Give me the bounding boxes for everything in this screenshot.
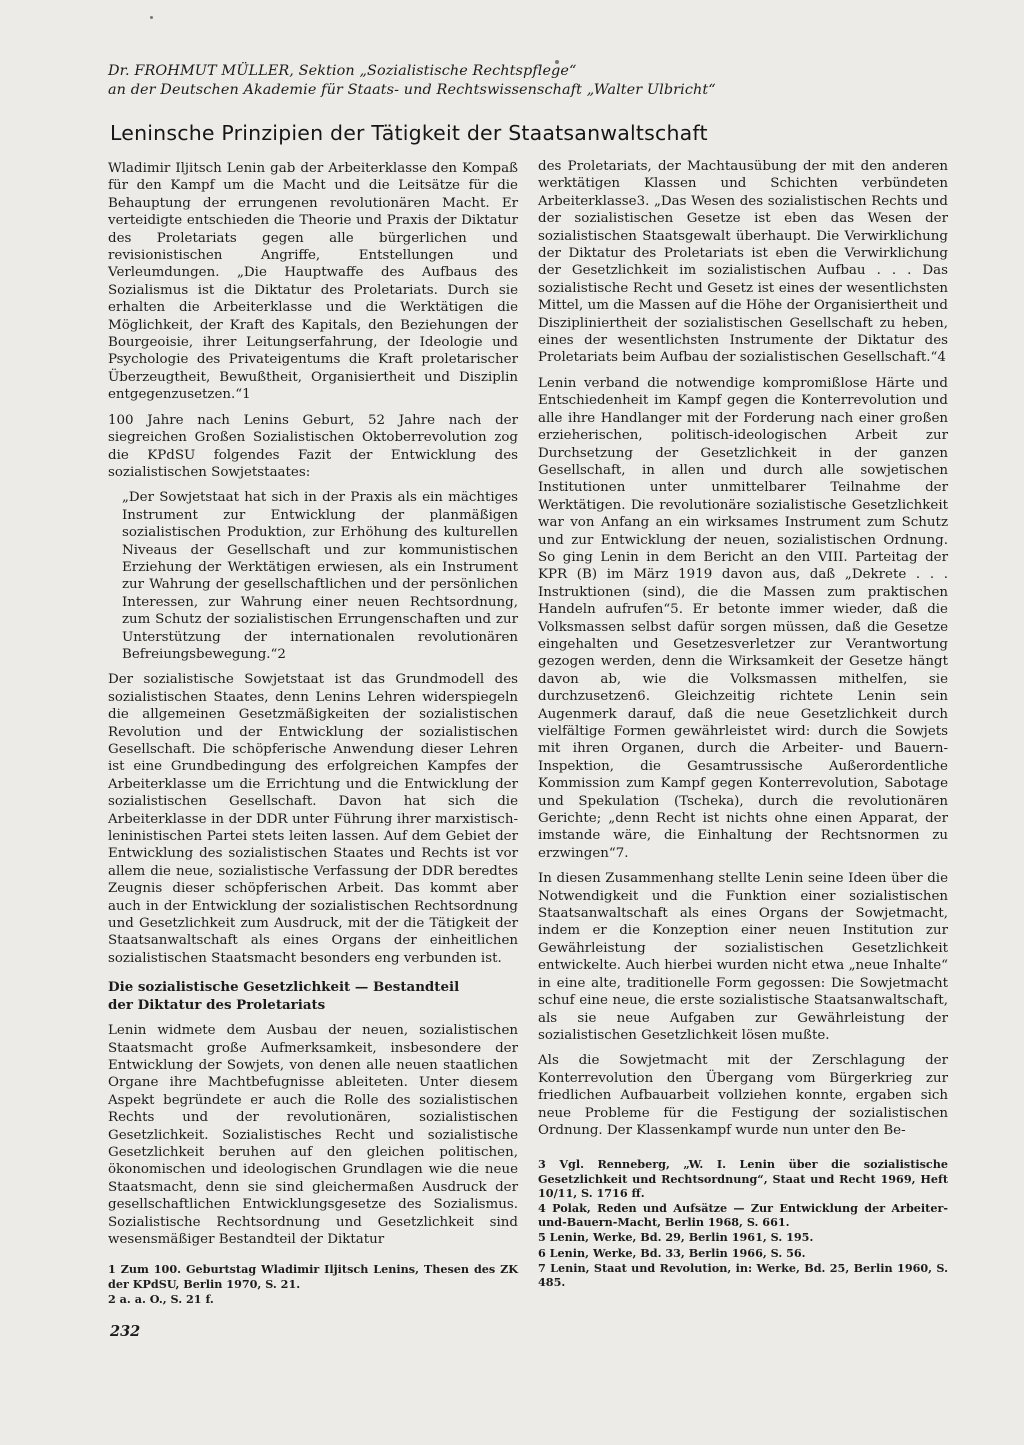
- footnote: 3 Vgl. Renneberg, „W. I. Lenin über die sozialistische Gesetzlichkeit und Rechtsordnung“, Staat und Recht 1969, Heft 10/11, S. 1716 ff.: [538, 1157, 948, 1200]
- author-line: Dr. FROHMUT MÜLLER, Sektion „Sozialistische Rechtspflege“: [108, 63, 577, 79]
- page-number: 232: [110, 1323, 141, 1340]
- paragraph: Der sozialistische Sowjetstaat ist das Grundmodell des sozialistischen Staates, denn Lenins Lehren widerspiegeln die allgemeinen Gesetzmäßigkeiten der sozialistischen Revolution und der Entwicklung der sozialistischen Gesellschaft. Die schöpferische Anwendung dieser Lehren ist eine Grundbedingung des erfolgreichen Kampfes der Arbeiterklasse um die Errichtung und die Entwicklung der sozialistischen Gesellschaft. Davon hat sich die Arbeiterklasse in der DDR unter Führung ihrer marxistisch-leninistischen Partei stets leiten lassen. Auf dem Gebiet der Entwicklung des sozialistischen Staates und Rechts ist vor allem die neue, sozialistische Verfassung der DDR beredtes Zeugnis dieser schöpferischen Arbeit. Das kommt aber auch in der Entwicklung der sozialistischen Rechtsordnung und Gesetzlichkeit zum Ausdruck, mit der die Tätigkeit der Staatsanwaltschaft als eines Organs der einheitlichen sozialistischen Staatsmacht besonders eng verbunden ist.: [108, 672, 518, 966]
- paragraph: Lenin widmete dem Ausbau der neuen, sozialistischen Staatsmacht große Aufmerksamkeit, insbesondere der Entwicklung der Sowjets, von denen alle neuen staatlichen Organe ihre Machtbefugnisse ableiteten. Unter diesem Aspekt begründete er auch die Rolle des sozialistischen Rechts und der revolutionären, sozialistischen Gesetzlichkeit. Sozialistisches Recht und sozialistische Gesetzlichkeit beruhen auf den gleichen politischen, ökonomischen und ideologischen Grundlagen wie die neue Staatsmacht, denn sie sind gleichermaßen Ausdruck der gesellschaftlichen Entwicklungsgesetze des Sozialismus. Sozialistische Rechtsordnung und Gesetzlichkeit sind wesensmäßiger Bestandteil der Diktatur: [108, 1023, 518, 1247]
- footnote: 2 a. a. O., S. 21 f.: [108, 1291, 214, 1306]
- footnotes-right: [538, 1157, 948, 1289]
- paragraph: 100 Jahre nach Lenins Geburt, 52 Jahre nach der siegreichen Großen Sozialistischen Oktoberrevolution zog die KPdSU folgendes Fazit der Entwicklung des sozialistischen Sowjetstaates:: [108, 412, 518, 480]
- author-header: [108, 62, 868, 100]
- paper-speck: [150, 16, 153, 19]
- block-quote: „Der Sowjetstaat hat sich in der Praxis als ein mächtiges Instrument zur Entwicklung der planmäßigen sozialistischen Produktion, zur Erhöhung des kulturellen Niveaus der Gesellschaft und zur kommunistischen Erziehung der Werktätigen erwiesen, als ein Instrument zur Wahrung der gesellschaftlichen und der persönlichen Interessen, zur Wahrung einer neuen Rechtsordnung, zum Schutz der sozialistischen Errungenschaften und zur Unterstützung der internationalen revolutionären Befreiungsbewegung.“2: [122, 490, 518, 662]
- footnote: 5 Lenin, Werke, Bd. 29, Berlin 1961, S. 195.: [538, 1230, 814, 1245]
- footnote: 7 Lenin, Staat und Revolution, in: Werke, Bd. 25, Berlin 1960, S. 485.: [538, 1260, 948, 1289]
- footnote: 1 Zum 100. Geburtstag Wladimir Iljitsch Lenins, Thesen des ZK der KPdSU, Berlin 1970, S. 21.: [108, 1262, 518, 1291]
- right-column: [538, 158, 948, 1290]
- academy-line: an der Deutschen Akademie für Staats- und Rechtswissenschaft „Walter Ulbricht“: [108, 82, 716, 98]
- footnotes-left: [108, 1262, 518, 1306]
- paragraph: In diesen Zusammenhang stellte Lenin seine Ideen über die Notwendigkeit und die Funktion einer sozialistischen Staatsanwaltschaft als eines Organs der Sowjetmacht, indem er die Konzeption einer neuen Institution zur Gewährleistung der sozialistischen Gesetzlichkeit entwickelte. Auch hierbei wurden nicht etwa „neue Inhalte“ in eine alte, traditionelle Form gegossen: Die Sowjetmacht schuf eine neue, die erste sozialistische Staatsanwaltschaft, als sie neue Aufgaben zur Gewährleistung der sozialistischen Gesetzlichkeit lösen mußte.: [538, 871, 948, 1043]
- footnote: 6 Lenin, Werke, Bd. 33, Berlin 1966, S. 56.: [538, 1245, 806, 1260]
- paragraph: Wladimir Iljitsch Lenin gab der Arbeiterklasse den Kompaß für den Kampf um die Macht und die Leitsätze für die Behauptung der errungenen revolutionären Macht. Er verteidigte entschieden die Theorie und Praxis der Diktatur des Proletariats gegen alle bürgerlichen und revisionistischen Angriffe, Entstellungen und Verleumdungen. „Die Hauptwaffe des Aufbaus des Sozialismus ist die Diktatur des Proletariats. Durch sie erhalten die Arbeiterklasse und die Werktätigen die Möglichkeit, der Kraft des Kapitals, den Beziehungen der Bourgeoisie, ihrer Leitungserfahrung, der Ideologie und Psychologie des Privateigentums die Kraft proletarischer Überzeugtheit, Bewußtheit, Organisiertheit und Disziplin entgegenzusetzen.“1: [108, 161, 518, 403]
- left-column: [108, 160, 518, 1307]
- footnote: 4 Polak, Reden und Aufsätze — Zur Entwicklung der Arbeiter-und-Bauern-Macht, Berlin 1968, S. 661.: [538, 1200, 948, 1230]
- paragraph: des Proletariats, der Machtausübung der mit den anderen werktätigen Klassen und Schichten verbündeten Arbeiterklasse3. „Das Wesen des sozialistischen Rechts und der sozialistischen Gesetze ist eben das Wesen der sozialistischen Staatsgewalt überhaupt. Die Verwirklichung der Diktatur des Proletariats ist eben die Verwirklichung der Gesetzlichkeit im sozialistischen Aufbau . . . Das sozialistische Recht und Gesetz ist eines der wesentlichsten Mittel, um die Massen auf die Höhe der Organisiertheit und Diszipliniertheit der sozialistischen Gesellschaft zu heben, eines der wesentlichsten Instrumente der Diktatur des Proletariats beim Aufbau der sozialistischen Gesellschaft.“4: [538, 159, 948, 366]
- paragraph: Als die Sowjetmacht mit der Zerschlagung der Konterrevolution den Übergang vom Bürgerkrieg zur friedlichen Aufbauarbeit vollziehen konnte, ergaben sich neue Probleme für die Festigung der sozialistischen Ordnung. Der Klassenkampf wurde nun unter den Be-: [538, 1053, 948, 1138]
- article-title: Leninsche Prinzipien der Tätigkeit der Staatsanwaltschaft: [110, 121, 708, 145]
- section-subheading: Die sozialistische Gesetzlichkeit — Bestandteil der Diktatur des Proletariats: [108, 979, 460, 1013]
- paragraph: Lenin verband die notwendige kompromißlose Härte und Entschiedenheit im Kampf gegen die Konterrevolution und alle ihre Handlanger mit der Forderung nach einer großen erzieherischen, politisch-ideologischen Arbeit zur Durchsetzung der Gesetzlichkeit in der ganzen Gesellschaft, in allen und durch alle sowjetischen Institutionen unter unmittelbarer Teilnahme der Werktätigen. Die revolutionäre sozialistische Gesetzlichkeit war von Anfang an ein wirksames Instrument zum Schutz und zur Entwicklung der neuen, sozialistischen Ordnung. So ging Lenin in dem Bericht an den VIII. Parteitag der KPR (B) im März 1919 davon aus, daß „Dekrete . . . Instruktionen (sind), die die Massen zum praktischen Handeln aufrufen“5. Er betonte immer wieder, daß die Volksmassen selbst dafür sorgen müssen, daß die Gesetze eingehalten und Gesetzesverletzer zur Verantwortung gezogen werden, denn die Wirksamkeit der Gesetze hängt davon ab, wie die Volksmassen mithelfen, sie durchzusetzen6. Gleichzeitig richtete Lenin sein Augenmerk darauf, daß die neue Gesetzlichkeit durch vielfältige Formen gewährleistet wird: durch die Sowjets mit ihren Organen, durch die Arbeiter- und Bauern-Inspektion, die Gesamtrussische Außerordentliche Kommission zum Kampf gegen Konterrevolution, Sabotage und Spekulation (Tscheka), durch die revolutionären Gerichte; „denn Recht ist nichts ohne einen Apparat, der imstande wäre, die Einhaltung der Rechtsnormen zu erzwingen“7.: [538, 375, 948, 861]
